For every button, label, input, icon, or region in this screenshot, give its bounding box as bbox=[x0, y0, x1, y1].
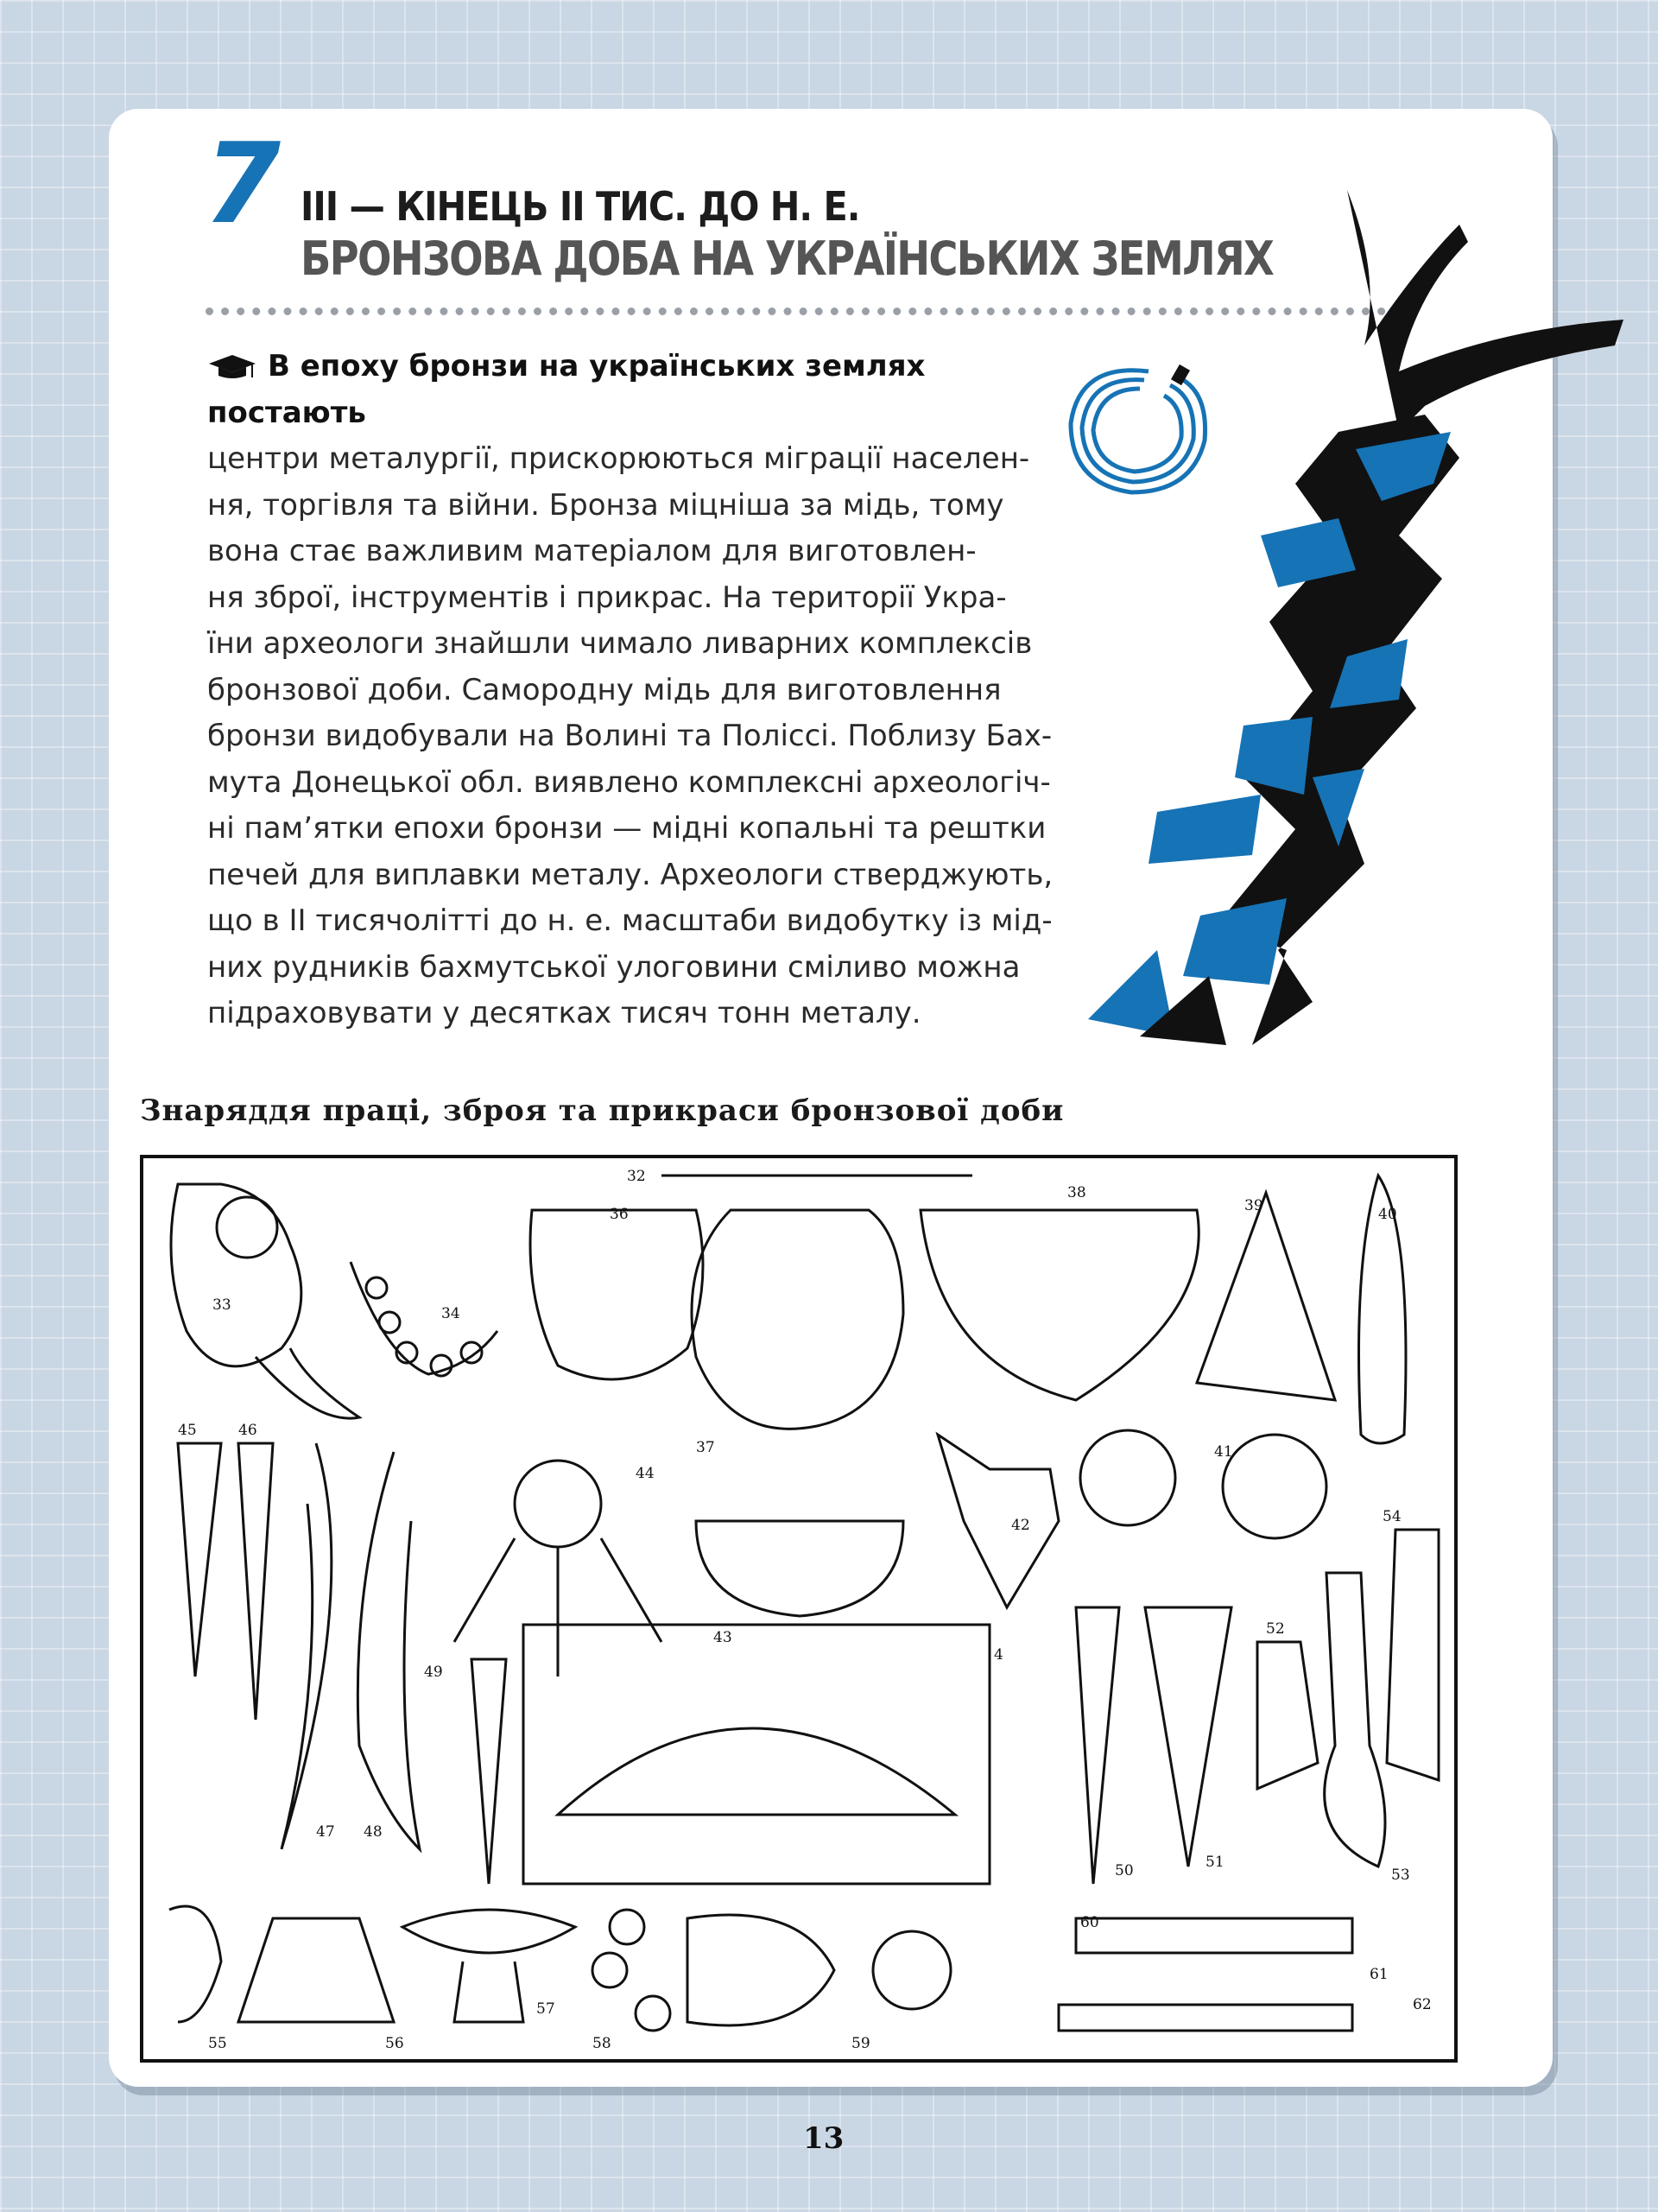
item-number: 4 bbox=[994, 1646, 1003, 1664]
body-line: них рудників бахмутської улоговини сміливо можна bbox=[207, 949, 1021, 985]
body-line: мута Донецької обл. виявлено комплексні археологіч- bbox=[207, 764, 1051, 800]
period-heading: ІІІ — КІНЕЦЬ ІІ ТИС. ДО Н. Е. bbox=[301, 183, 860, 230]
item-number: 47 bbox=[316, 1823, 335, 1841]
item-number: 38 bbox=[1067, 1184, 1086, 1201]
artifacts-plate bbox=[140, 1155, 1458, 2063]
item-number: 50 bbox=[1115, 1862, 1134, 1879]
item-number: 53 bbox=[1391, 1867, 1410, 1884]
item-number: 43 bbox=[713, 1629, 732, 1646]
item-number: 55 bbox=[208, 2035, 227, 2052]
item-number: 49 bbox=[424, 1664, 443, 1681]
item-number: 44 bbox=[636, 1465, 655, 1482]
item-number: 39 bbox=[1244, 1197, 1263, 1214]
body-line: ня зброї, інструментів і прикрас. На території Укра- bbox=[207, 580, 1007, 615]
graduation-cap-icon bbox=[207, 353, 257, 379]
item-number: 51 bbox=[1206, 1854, 1225, 1871]
body-line: що в ІІ тисячолітті до н. е. масштаби видобутку із мід- bbox=[207, 903, 1053, 938]
item-number: 33 bbox=[212, 1296, 231, 1314]
body-line: бронзи видобували на Волині та Поліссі. Поблизу Бах- bbox=[207, 719, 1053, 753]
item-number: 42 bbox=[1011, 1517, 1030, 1534]
body-line: бронзової доби. Самородну мідь для виготовлення bbox=[207, 672, 1002, 707]
body-line: ні пам’ятки епохи бронзи — мідні копальні та рештки bbox=[207, 811, 1047, 846]
item-number: 59 bbox=[851, 2035, 870, 2052]
artifacts-engraving bbox=[143, 1158, 1454, 2059]
item-number: 32 bbox=[627, 1168, 646, 1185]
body-line: вона стає важливим матеріалом для виготовлен- bbox=[207, 534, 977, 568]
figure-caption: Знаряддя праці, зброя та прикраси бронзової доби bbox=[140, 1093, 1065, 1128]
item-number: 46 bbox=[238, 1422, 257, 1439]
item-number: 58 bbox=[592, 2035, 611, 2052]
bronze-blade-illustration bbox=[1054, 173, 1623, 1054]
bronze-bracelet-illustration bbox=[1054, 354, 1226, 527]
page-number: 13 bbox=[803, 2121, 845, 2156]
chapter-number: 7 bbox=[204, 120, 282, 249]
item-number: 60 bbox=[1080, 1914, 1099, 1931]
body-line: підраховувати у десятках тисяч тонн металу. bbox=[207, 996, 921, 1030]
item-number: 52 bbox=[1266, 1620, 1285, 1638]
body-line: їни археологи знайшли чимало ливарних комплексів bbox=[207, 626, 1033, 661]
item-number: 34 bbox=[441, 1305, 460, 1322]
lead-sentence: В епоху бронзи на українських землях постають bbox=[207, 349, 926, 430]
item-number: 45 bbox=[178, 1422, 197, 1439]
item-number: 40 bbox=[1378, 1206, 1397, 1223]
item-number: 57 bbox=[536, 2000, 555, 2018]
item-number: 62 bbox=[1413, 1996, 1432, 2013]
body-line: печей для виплавки металу. Археологи стверджують, bbox=[207, 857, 1054, 892]
item-number: 36 bbox=[610, 1206, 629, 1223]
chapter-title: БРОНЗОВА ДОБА НА УКРАЇНСЬКИХ ЗЕМЛЯХ bbox=[301, 231, 1274, 286]
body-text bbox=[207, 344, 1071, 1037]
item-number: 61 bbox=[1370, 1966, 1389, 1983]
item-number: 37 bbox=[696, 1439, 715, 1456]
body-line: центри металургії, прискорюються міграції населен- bbox=[207, 441, 1030, 476]
item-number: 48 bbox=[364, 1823, 383, 1841]
item-number: 56 bbox=[385, 2035, 404, 2052]
item-number: 54 bbox=[1383, 1508, 1402, 1525]
item-number: 41 bbox=[1214, 1443, 1233, 1461]
body-line: ня, торгівля та війни. Бронза міцніша за мідь, тому bbox=[207, 487, 1004, 523]
